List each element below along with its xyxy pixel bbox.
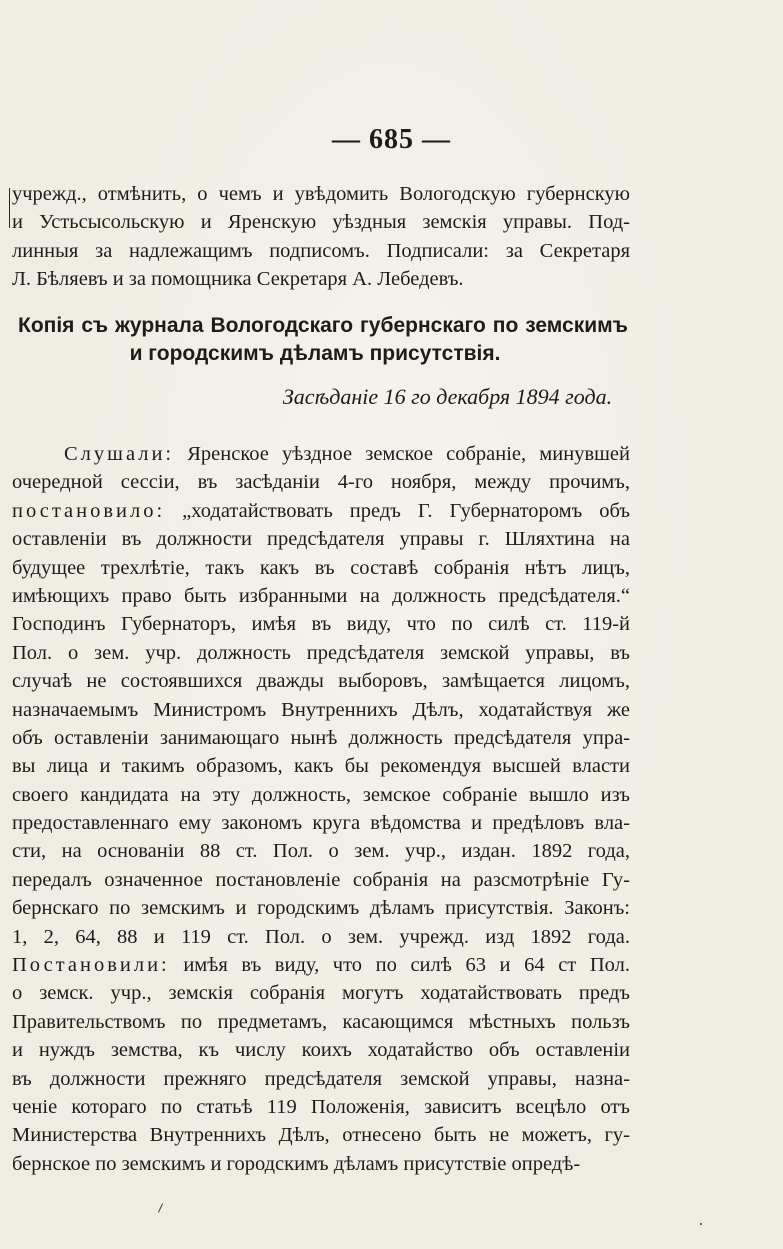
paper-speck	[700, 1223, 702, 1225]
body-line	[12, 497, 630, 525]
body-line: и нуждъ земства, къ числу коихъ ходатайство объ оставленіи	[12, 1039, 630, 1062]
body-line: въ должности прежняго предсѣдателя земской управы, назна-	[12, 1067, 630, 1090]
body-line: своего кандидата на эту должность, земское собраніе вышло изъ	[12, 783, 630, 806]
heard-label: Слушали:	[64, 443, 175, 465]
body-line: случаѣ не состоявшихся дважды выборовъ, замѣщается лицомъ,	[12, 670, 630, 693]
resolved-label: постановило:	[12, 499, 166, 522]
body-line: Пол. о зем. учр. должность предсѣдателя земской управы, въ	[12, 641, 630, 664]
intro-paragraph	[12, 180, 630, 294]
body-text	[12, 440, 630, 1178]
page-number: — 685 —	[332, 124, 451, 155]
intro-line: линныя за надлежащимъ подписомъ. Подписали: за Секретаря	[12, 239, 630, 262]
body-line: передалъ означенное постановленіе собранія на разсмотрѣніе Гу-	[12, 868, 630, 891]
body-line: ченіе котораго по статьѣ 119 Положенія, зависитъ всецѣло отъ	[12, 1095, 630, 1118]
body-line: вы лица и такимъ образомъ, какъ бы рекомендуя высшей власти	[12, 755, 630, 778]
body-line: о земск. учр., земскія собранія могутъ ходатайствовать предъ	[12, 982, 630, 1005]
section-heading-line-1: Копія съ журнала Вологодскаго губернскаго по земскимъ	[18, 314, 628, 337]
paper-mark	[158, 1203, 163, 1212]
body-line: бернскаго по земскимъ и городскимъ дѣламъ присутствія. Законъ:	[12, 897, 630, 920]
body-line: Правительствомъ по предметамъ, касающимся мѣстныхъ пользъ	[12, 1010, 630, 1033]
body-line: назначаемымъ Министромъ Внутреннихъ Дѣлъ, ходатайствуя же	[12, 698, 630, 721]
section-heading-line-2: и городскимъ дѣламъ присутствія.	[129, 342, 501, 365]
session-date: Засѣданіе 16 го декабря 1894 года.	[282, 384, 613, 409]
body-line: объ оставленіи занимающаго нынѣ должность предсѣдателя упра-	[12, 726, 630, 749]
decided-label: Постановили:	[12, 954, 170, 977]
body-line	[12, 440, 630, 468]
body-line-text: имѣя въ виду, что по силѣ 63 и 64 ст Пол.	[169, 954, 630, 977]
body-line: 1, 2, 64, 88 и 119 ст. Пол. о зем. учрежд. изд 1892 года.	[12, 925, 630, 948]
body-line: оставленіи въ должности предсѣдателя управы г. Шляхтина на	[12, 528, 630, 551]
body-line: предоставленнаго ему закономъ круга вѣдомства и предѣловъ вла-	[12, 812, 630, 835]
body-line: Господинъ Губернаторъ, имѣя въ виду, что по силѣ ст. 119-й	[12, 613, 630, 636]
body-line: будущее трехлѣтіе, такъ какъ въ составѣ собранія нѣтъ лицъ,	[12, 556, 630, 579]
intro-line: учрежд., отмѣнить, о чемъ и увѣдомить Вологодскую губернскую	[12, 183, 630, 205]
body-line: очередной сессіи, въ засѣданіи 4-го ноября, между прочимъ,	[12, 471, 630, 494]
body-line: имѣющихъ право быть избранными на должность предсѣдателя.“	[12, 584, 630, 607]
body-line-text: „ходатайствовать предъ Г. Губернаторомъ объ	[165, 499, 630, 522]
body-line: бернское по земскимъ и городскимъ дѣламъ присутствіе опредѣ-	[12, 1152, 581, 1175]
body-line-text: Яренское уѣздное земское собраніе, минувшей	[174, 443, 630, 465]
body-line	[12, 951, 630, 979]
intro-line: Л. Бѣляевъ и за помощника Секретаря А. Лебедевъ.	[12, 268, 464, 291]
body-line: Министерства Внутреннихъ Дѣлъ, отнесено быть не можетъ, гу-	[12, 1124, 630, 1147]
intro-line: и Устьсысольскую и Яренскую уѣздныя земскія управы. Под-	[12, 211, 630, 234]
body-line: сти, на основаніи 88 ст. Пол. о зем. учр., издан. 1892 года,	[12, 840, 630, 863]
margin-rule	[9, 188, 10, 228]
